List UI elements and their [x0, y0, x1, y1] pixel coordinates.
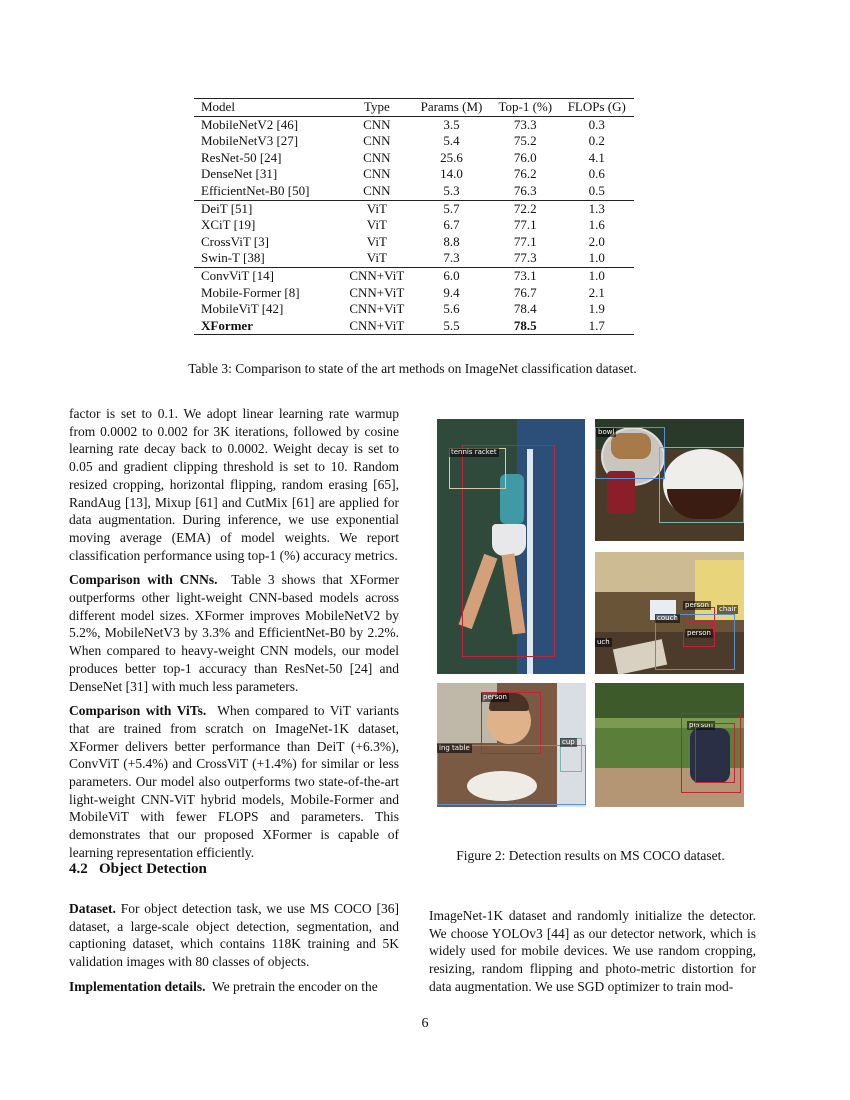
- paragraph-text: We pretrain the encoder on the: [212, 978, 378, 994]
- table-row: [194, 133, 634, 150]
- table-cell: 76.3: [513, 182, 537, 198]
- label-person: person: [483, 693, 507, 701]
- table-cell: 1.7: [560, 318, 634, 335]
- table-row: [194, 166, 634, 183]
- paragraph-heading: Comparison with CNNs.: [69, 572, 218, 588]
- table-cell: 1.0: [560, 267, 634, 284]
- table-cell: CNN+ViT: [342, 318, 412, 335]
- table-row: [194, 267, 634, 284]
- table-row: [194, 234, 634, 251]
- label-dining-table: ing table: [439, 744, 470, 752]
- paragraph: [69, 900, 399, 971]
- table-cell: ViT: [366, 233, 387, 249]
- table-cell: 5.5: [412, 318, 491, 335]
- table-row: [194, 250, 634, 267]
- paragraph-heading: Implementation details.: [69, 978, 206, 994]
- paragraph: [69, 702, 399, 861]
- table-cell: MobileNetV2 [46]: [201, 116, 299, 132]
- table-cell: ResNet-50 [24]: [201, 149, 282, 165]
- table-cell: 4.1: [588, 149, 605, 165]
- table-cell: CNN: [363, 133, 391, 149]
- table-cell: CNN: [363, 166, 391, 182]
- paragraph-text: When compared to ViT variants that are trained from scratch on ImageNet-1K dataset, XFormer delivers better performance than DeiT (+6.3%), ConvViT (+5.4%) and CrossViT (+1.4%) for similar or less parameters. Our model also outperforms two state-of-the-art light-weight CNN-ViT hybrid models, Mobile-Former and MobileViT with fewer FLOPS and parameters. This demonstrates that our proposed XFormer is capable of learning representation efficiently.: [69, 703, 399, 860]
- col-header: Type: [342, 99, 412, 117]
- table-cell: XCiT [19]: [201, 217, 256, 233]
- table-caption: Table 3: Comparison to state of the art methods on ImageNet classification dataset.: [188, 361, 637, 376]
- table-cell: 76.2: [513, 166, 537, 182]
- table-cell: Mobile-Former [8]: [201, 284, 300, 300]
- left-column-lower: [69, 900, 399, 1003]
- label-person: person: [687, 629, 711, 637]
- figure-image-baseball: [595, 683, 744, 807]
- table-cell: 0.5: [588, 182, 605, 198]
- table-cell: EfficientNet-B0 [50]: [201, 182, 310, 198]
- table-cell: CNN: [363, 116, 391, 132]
- figure-image-tennis: [437, 419, 585, 674]
- table-row: [194, 200, 634, 217]
- table-cell: 5.3: [443, 182, 460, 198]
- table-row: [194, 318, 634, 335]
- paragraph: [69, 571, 399, 695]
- table-cell: 9.4: [443, 284, 460, 300]
- table-cell: 0.6: [588, 166, 605, 182]
- label-tennis-racket: tennis racket: [451, 448, 497, 456]
- paragraph-heading: Dataset.: [69, 901, 116, 916]
- table-cell: 1.6: [588, 217, 605, 233]
- table-cell: 76.7: [513, 284, 537, 300]
- table-cell: 73.1: [491, 267, 560, 284]
- table-cell: CNN+ViT: [342, 267, 412, 284]
- label-cup: cup: [562, 738, 575, 746]
- col-header: Params (M): [412, 99, 491, 117]
- bbox-cake: [659, 447, 744, 523]
- table-cell: 7.3: [443, 250, 460, 266]
- figure-image-food: [595, 419, 744, 541]
- label-couch: couch: [657, 614, 678, 622]
- table-cell: 77.1: [513, 217, 537, 233]
- paragraph-text: For object detection task, we use MS COCO [36] dataset, a large-scale object detection, segmentation, and captioning dataset, which contains 118K training and 5K validation images with 80 classes of objects.: [69, 901, 399, 970]
- left-column: [69, 405, 399, 869]
- table-cell: 1.3: [560, 200, 634, 217]
- table-cell: 1.0: [588, 250, 605, 266]
- table-cell: ViT: [342, 200, 412, 217]
- table-cell: 76.0: [513, 149, 537, 165]
- table-row: [194, 285, 634, 302]
- figure-caption: Figure 2: Detection results on MS COCO dataset.: [456, 848, 725, 863]
- table-cell: CNN: [363, 182, 391, 198]
- page-number: 6: [421, 1016, 429, 1031]
- table-cell: 75.2: [513, 133, 537, 149]
- table-cell: MobileViT [42]: [201, 301, 284, 317]
- results-table: [194, 98, 634, 335]
- label-person: person: [685, 601, 709, 609]
- label-bowl: bowl: [598, 428, 615, 436]
- table-cell: 6.7: [443, 217, 460, 233]
- table-cell: CrossViT [3]: [201, 233, 269, 249]
- label-couch-partial: uch: [597, 638, 610, 646]
- paragraph-text: Table 3 shows that XFormer outperforms other light-weight CNN-based models across different model sizes. XFormer improves MobileNetV2 by 5.2%, MobileNetV3 by 3.3% and EfficientNet-B0 by 2.2%. When compared to heavy-weight CNN models, our model produces better top-1 accuracy than ResNet-50 [24] and DenseNet [31] with much less parameters.: [69, 572, 399, 694]
- table-row: [194, 301, 634, 318]
- table-cell: 78.5: [491, 318, 560, 335]
- label-chair: chair: [719, 605, 737, 613]
- table-cell: XFormer: [194, 318, 342, 335]
- table-cell: 5.4: [443, 133, 460, 149]
- table-cell: 14.0: [440, 166, 463, 182]
- table-cell: 2.1: [588, 284, 605, 300]
- table-cell: MobileNetV3 [27]: [201, 133, 299, 149]
- table-row: [194, 116, 634, 133]
- figure-image-dining: [437, 683, 586, 807]
- table-cell: ViT: [366, 217, 387, 233]
- table-row: [194, 183, 634, 200]
- table-cell: 77.1: [513, 233, 537, 249]
- table-cell: ViT: [366, 250, 387, 266]
- table-cell: 2.0: [588, 233, 605, 249]
- table-cell: CNN+ViT: [349, 301, 405, 317]
- table-cell: 73.3: [513, 116, 537, 132]
- table-row: [194, 150, 634, 167]
- table-cell: DenseNet [31]: [201, 166, 278, 182]
- table-cell: 5.7: [412, 200, 491, 217]
- table-cell: 8.8: [443, 233, 460, 249]
- table-cell: 1.9: [588, 301, 605, 317]
- table-cell: ConvViT [14]: [194, 267, 342, 284]
- right-column: [429, 907, 756, 1003]
- table-cell: 25.6: [440, 149, 463, 165]
- col-header: FLOPs (G): [560, 99, 634, 117]
- col-header: Model: [194, 99, 342, 117]
- figure-image-room: [595, 552, 744, 674]
- table-cell: 5.6: [443, 301, 460, 317]
- table-cell: 72.2: [491, 200, 560, 217]
- label-person: person: [689, 721, 713, 729]
- section-heading: 4.2 Object Detection: [69, 861, 207, 877]
- table-row: [194, 217, 634, 234]
- table-cell: 0.3: [588, 116, 605, 132]
- table-cell: 77.3: [513, 250, 537, 266]
- paragraph-heading: Comparison with ViTs.: [69, 703, 207, 719]
- table-cell: 6.0: [412, 267, 491, 284]
- table-cell: Swin-T [38]: [201, 250, 265, 266]
- paragraph: [69, 978, 399, 996]
- table-cell: CNN: [363, 149, 391, 165]
- col-header: Top-1 (%): [491, 99, 560, 117]
- table-cell: 78.4: [513, 301, 537, 317]
- table-cell: DeiT [51]: [194, 200, 342, 217]
- paragraph: ImageNet-1K dataset and randomly initialize the detector. We choose YOLOv3 [44] as our detector network, which is widely used for mobile devices. We use random cropping, resizing, random flipping and photo-metric distortion for data augmentation. We use SGD optimizer to train mod-: [429, 908, 756, 994]
- paragraph: factor is set to 0.1. We adopt linear learning rate warmup from 0.0002 to 0.002 for 3K iterations, followed by cosine learning rate decay back to 0.0002. Weight decay is set to 0.05 and gradient clipping threshold is set to 10. Random resized cropping, horizontal flipping, random erasing [65], RandAug [13], Mixup [61] and CutMix [61] are applied for data augmentation. During inference, we use exponential moving average (EMA) of model weights. We report classification performance using top-1 (%) accuracy metrics.: [69, 406, 399, 563]
- table-header-row: [194, 99, 634, 117]
- table-cell: 0.2: [588, 133, 605, 149]
- table-cell: CNN+ViT: [349, 284, 405, 300]
- table-cell: 3.5: [443, 116, 460, 132]
